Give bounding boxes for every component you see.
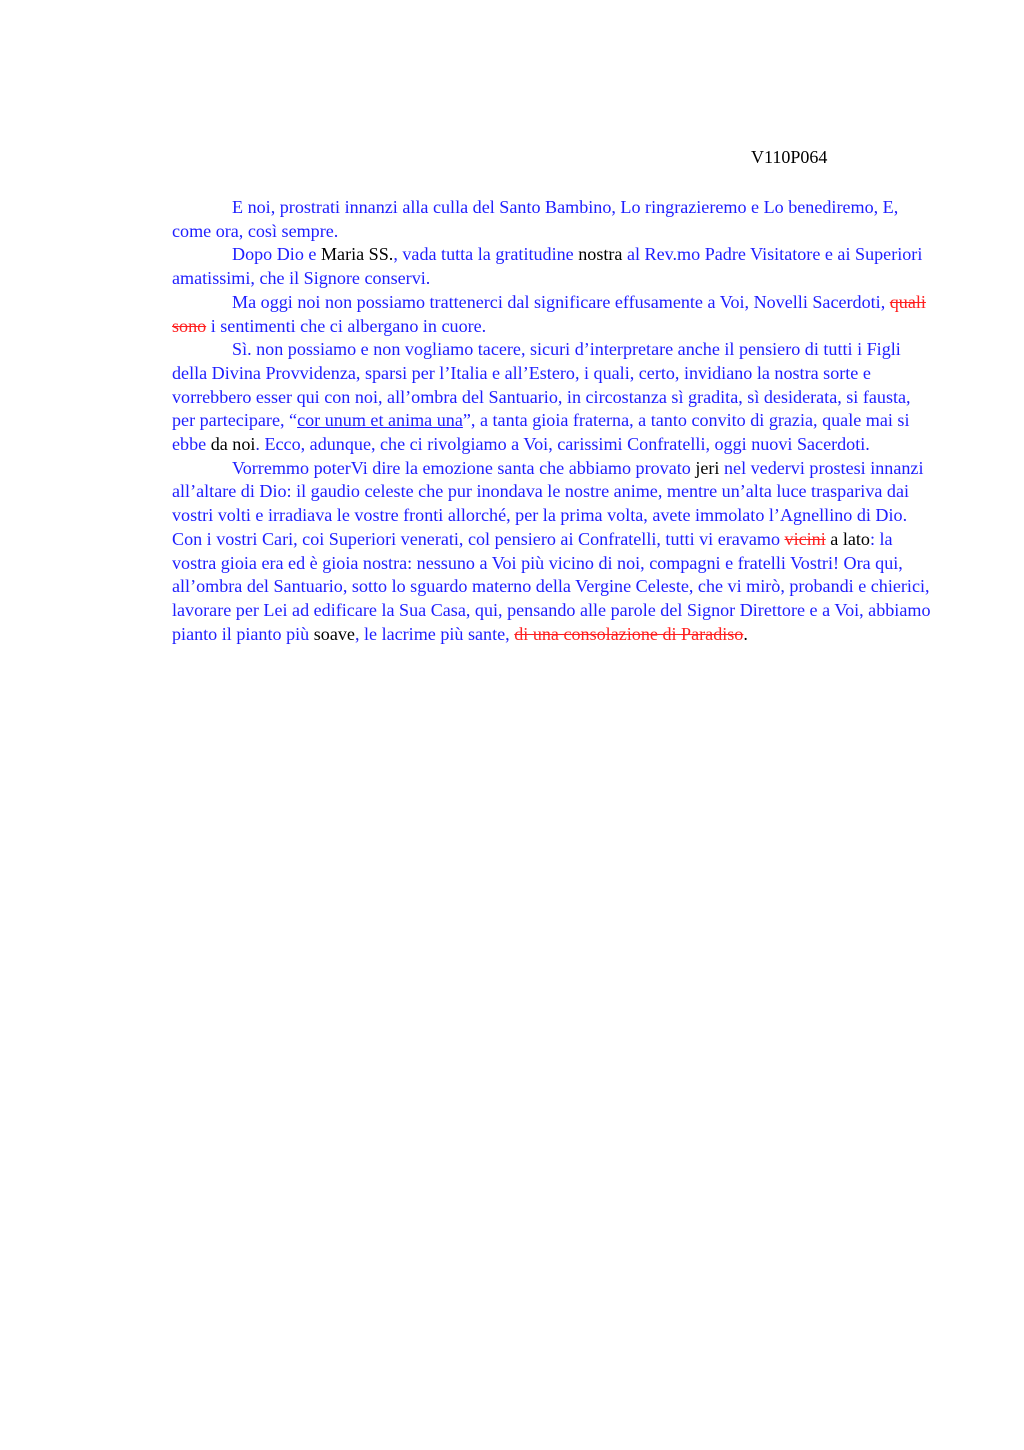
inserted-text: Vorremmo poterVi dire la emozione santa che abbiamo provato: [232, 457, 696, 478]
original-text: da noi: [210, 434, 256, 455]
inserted-text: , vada tutta la gratitudine: [393, 244, 579, 265]
underlined-quote: cor unum et anima una: [297, 410, 463, 431]
inserted-text: nel vedervi prostesi innanzi all’altare di Dio: il gaudio celeste che pur inondava le nostre anime, mentre un’alta luce traspariva dai vostri volti e irradiava le vostre fronti allorché, per la prima volta, avete immolato l’Agnellino di Dio. Con i vostri Cari, coi Superiori venerati, col pensiero ai Confratelli, tutti vi eravamo: [172, 457, 924, 549]
original-text: jeri: [695, 457, 720, 478]
paragraph: [172, 338, 934, 457]
inserted-text: E noi, prostrati innanzi alla culla del Santo Bambino, Lo ringrazieremo e Lo benediremo, E, come ora, così sempre.: [172, 197, 899, 241]
document-body: [172, 196, 934, 646]
deleted-text: di una consolazione di Paradiso: [514, 623, 744, 644]
original-text: .: [743, 623, 748, 644]
original-text: Maria SS.: [320, 244, 394, 265]
original-text: soave: [313, 623, 355, 644]
page-identifier: V110P064: [751, 147, 828, 167]
inserted-text: : la vostra gioia era ed è gioia nostra: nessuno a Voi più vicino di noi, compagni e fratelli Vostri! Ora qui, all’ombra del Santuario, sotto lo sguardo materno della Vergine Celeste, che vi mirò, probandi e chierici, lavorare per Lei ad edificare la Sua Casa, qui, pensando alle parole del Signor Direttore e a Voi, abbiamo pianto il pianto più: [172, 528, 931, 644]
inserted-text: Sì. non possiamo e non vogliamo tacere, sicuri d’interpretare anche il pensiero di tutti i Figli della Divina Provvidenza, sparsi per l’Italia e all’Estero, i quali, certo, invidiano la nostra sorte e vorrebbero esser qui con noi, all’ombra del Santuario, in circostanza sì gradita, sì desiderata, si fausta, per partecipare, “: [172, 339, 911, 431]
inserted-text: al Rev.mo Padre Visitatore e ai Superiori amatissimi, che il Signore conservi.: [172, 244, 923, 289]
paragraph: [172, 457, 934, 647]
inserted-text: Dopo Dio e: [232, 244, 321, 265]
inserted-text: , le lacrime più sante,: [354, 623, 515, 644]
paragraph: [172, 243, 934, 290]
inserted-text: Ma oggi noi non possiamo trattenerci dal significare effusamente a Voi, Novelli Sacerdoti,: [232, 291, 890, 312]
inserted-text: i sentimenti che ci albergano in cuore.: [206, 315, 487, 336]
paragraph: [172, 196, 934, 243]
deleted-text: vicini: [784, 528, 826, 549]
paragraph: [172, 291, 934, 338]
inserted-text: . Ecco, adunque, che ci rivolgiamo a Voi, carissimi Confratelli, oggi nuovi Sacerdoti.: [255, 434, 870, 455]
original-text: nostra: [578, 244, 623, 265]
deleted-text: quali sono: [172, 291, 926, 336]
inserted-text: ”, a tanta gioia fraterna, a tanto convito di grazia, quale mai si ebbe: [172, 410, 910, 455]
original-text: a lato: [825, 528, 870, 549]
